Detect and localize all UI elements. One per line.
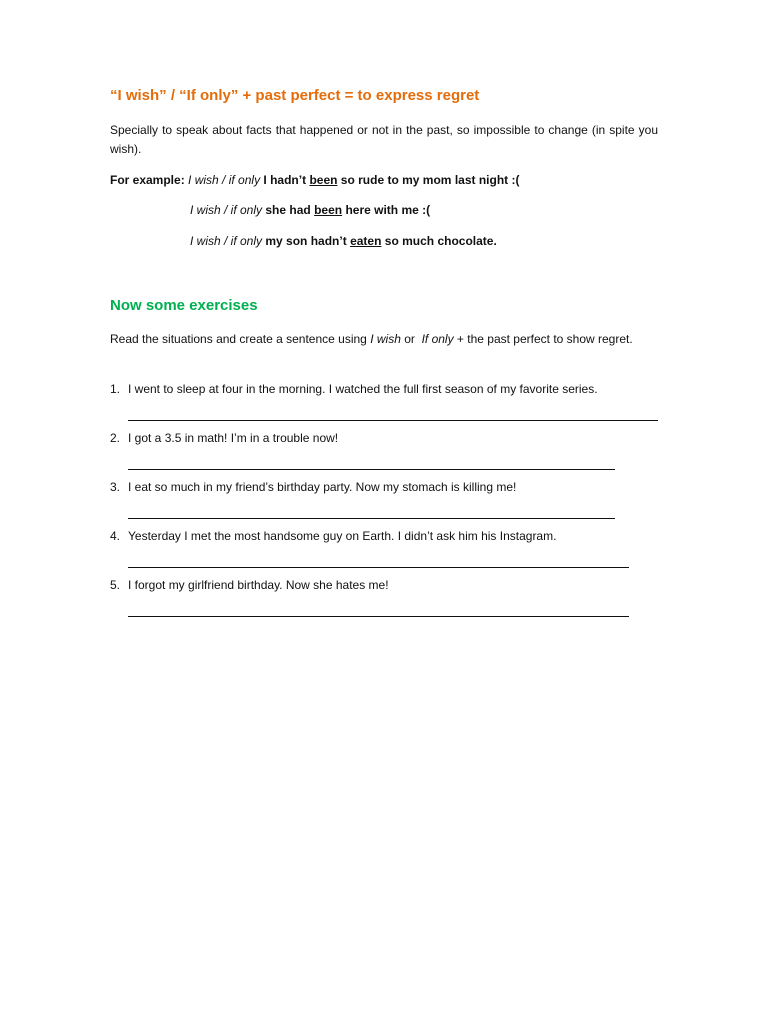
page-title: “I wish” / “If only” + past perfect = to express regret: [110, 87, 480, 104]
exercise-item-4: [110, 527, 556, 546]
exercise-item-2: [110, 429, 338, 448]
answer-line-1[interactable]: [128, 420, 658, 421]
example-text: my son hadn’t: [265, 234, 347, 248]
example-frame: I wish / if only: [188, 173, 261, 187]
example-3: [190, 232, 497, 251]
example-2: [190, 201, 430, 220]
item-number: 3.: [110, 480, 121, 494]
exercise-item-3: [110, 478, 516, 497]
item-text: Yesterday I met the most handsome guy on Earth. I didn’t ask him his Instagram.: [128, 529, 557, 543]
example-1: [110, 171, 519, 190]
answer-line-4[interactable]: [128, 567, 629, 568]
answer-line-5[interactable]: [128, 616, 629, 617]
example-text: so much chocolate.: [384, 234, 497, 248]
item-number: 2.: [110, 431, 121, 445]
example-verb: been: [309, 173, 338, 187]
example-verb: eaten: [350, 234, 382, 248]
answer-line-3[interactable]: [128, 518, 615, 519]
answer-line-2[interactable]: [128, 469, 615, 470]
instructions-keyword: I wish: [370, 332, 401, 346]
example-text: I hadn’t: [263, 173, 307, 187]
item-text: I went to sleep at four in the morning. I watched the full first season of my favorite series.: [128, 382, 598, 396]
item-text: I forgot my girlfriend birthday. Now she hates me!: [128, 578, 389, 592]
item-text: I got a 3.5 in math! I’m in a trouble now!: [128, 431, 339, 445]
example-text: here with me :(: [345, 203, 431, 217]
example-verb: been: [314, 203, 343, 217]
exercise-item-1: [110, 380, 598, 399]
example-frame: I wish / if only: [190, 234, 263, 248]
instructions-text: Read the situations and create a sentence using: [110, 332, 367, 346]
instructions-text: + the past perfect to show regret.: [456, 332, 633, 346]
instructions-keyword: If only: [421, 332, 454, 346]
exercise-item-5: [110, 576, 389, 595]
intro-paragraph: Specially to speak about facts that happened or not in the past, so impossible to change (in spite you wish).: [110, 123, 658, 156]
item-number: 1.: [110, 382, 121, 396]
item-text: I eat so much in my friend’s birthday party. Now my stomach is killing me!: [128, 480, 517, 494]
example-frame: I wish / if only: [190, 203, 263, 217]
exercises-heading: Now some exercises: [110, 297, 258, 314]
example-text: so rude to my mom last night :(: [340, 173, 520, 187]
item-number: 4.: [110, 529, 121, 543]
example-lead: For example:: [110, 173, 185, 187]
example-text: she had: [265, 203, 311, 217]
item-number: 5.: [110, 578, 121, 592]
instructions-text: or: [404, 332, 415, 346]
instructions-paragraph: [110, 330, 658, 349]
